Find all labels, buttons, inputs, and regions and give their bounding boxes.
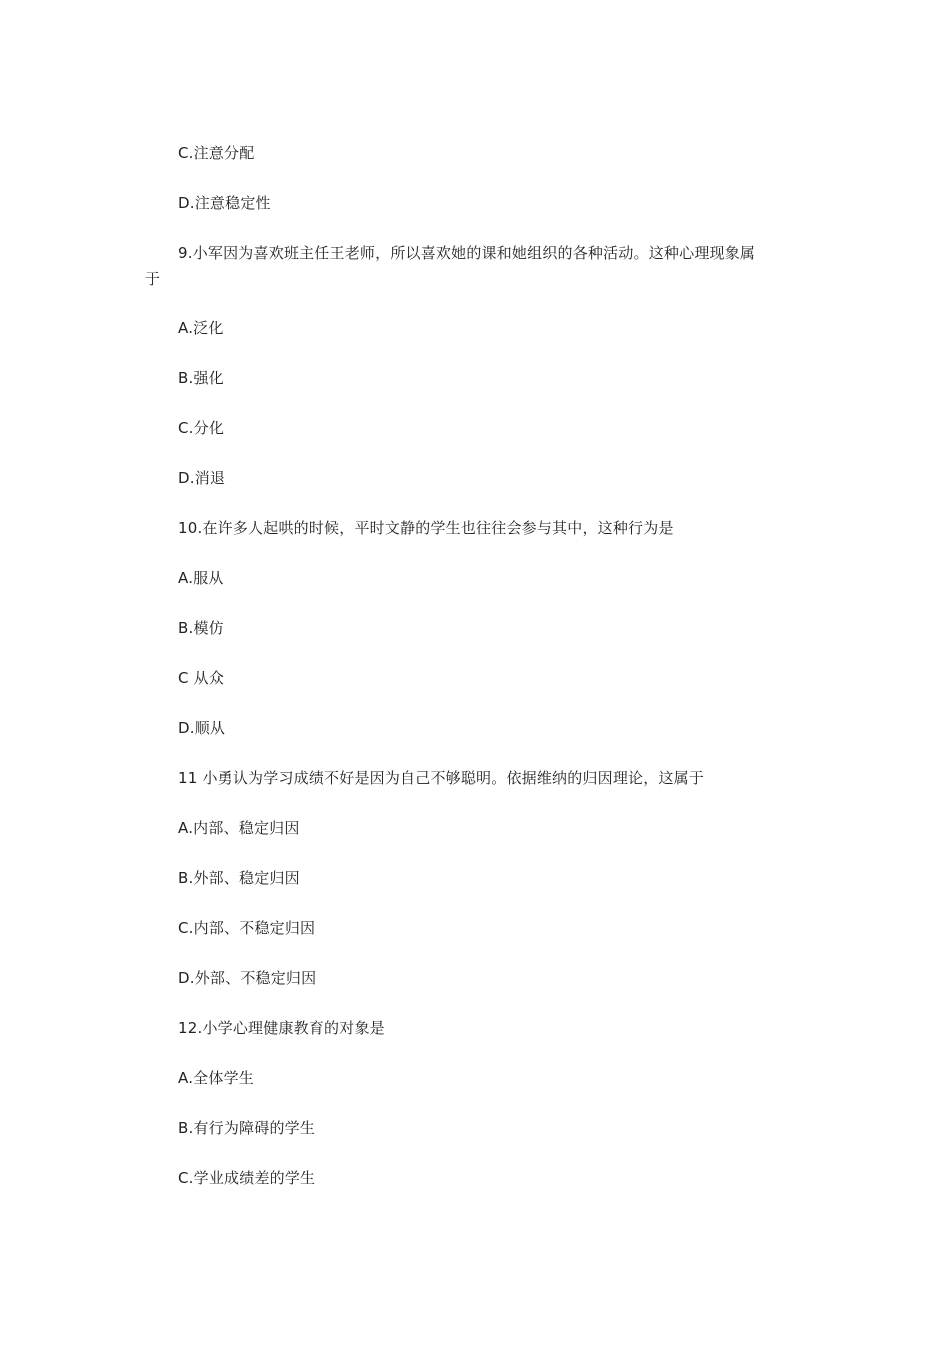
option-10b: B.模仿 — [178, 619, 224, 637]
option-9a: A.泛化 — [178, 319, 224, 337]
option-10a: A.服从 — [178, 569, 224, 587]
option-10c: C 从众 — [178, 669, 225, 687]
option-12c: C.学业成绩差的学生 — [178, 1169, 316, 1187]
option-9c: C.分化 — [178, 419, 225, 437]
option-12b: B.有行为障碍的学生 — [178, 1119, 316, 1137]
question-11: 11 小勇认为学习成绩不好是因为自己不够聪明。依据维纳的归因理论，这属于 — [178, 769, 705, 787]
question-9: 9.小军因为喜欢班主任王老师，所以喜欢她的课和她组织的各种活动。这种心理现象属 — [178, 244, 756, 262]
option-9d: D.消退 — [178, 469, 226, 487]
option-10d: D.顺从 — [178, 719, 226, 737]
option-8c: C.注意分配 — [178, 144, 255, 162]
option-11d: D.外部、不稳定归因 — [178, 969, 317, 987]
option-11c: C.内部、不稳定归因 — [178, 919, 316, 937]
question-12: 12.小学心理健康教育的对象是 — [178, 1019, 385, 1037]
option-12a: A.全体学生 — [178, 1069, 254, 1087]
option-11b: B.外部、稳定归因 — [178, 869, 300, 887]
question-9-continuation: 于 — [145, 270, 161, 288]
option-8d: D.注意稳定性 — [178, 194, 271, 212]
option-11a: A.内部、稳定归因 — [178, 819, 300, 837]
option-9b: B.强化 — [178, 369, 224, 387]
question-10: 10.在许多人起哄的时候，平时文静的学生也往往会参与其中，这种行为是 — [178, 519, 674, 537]
